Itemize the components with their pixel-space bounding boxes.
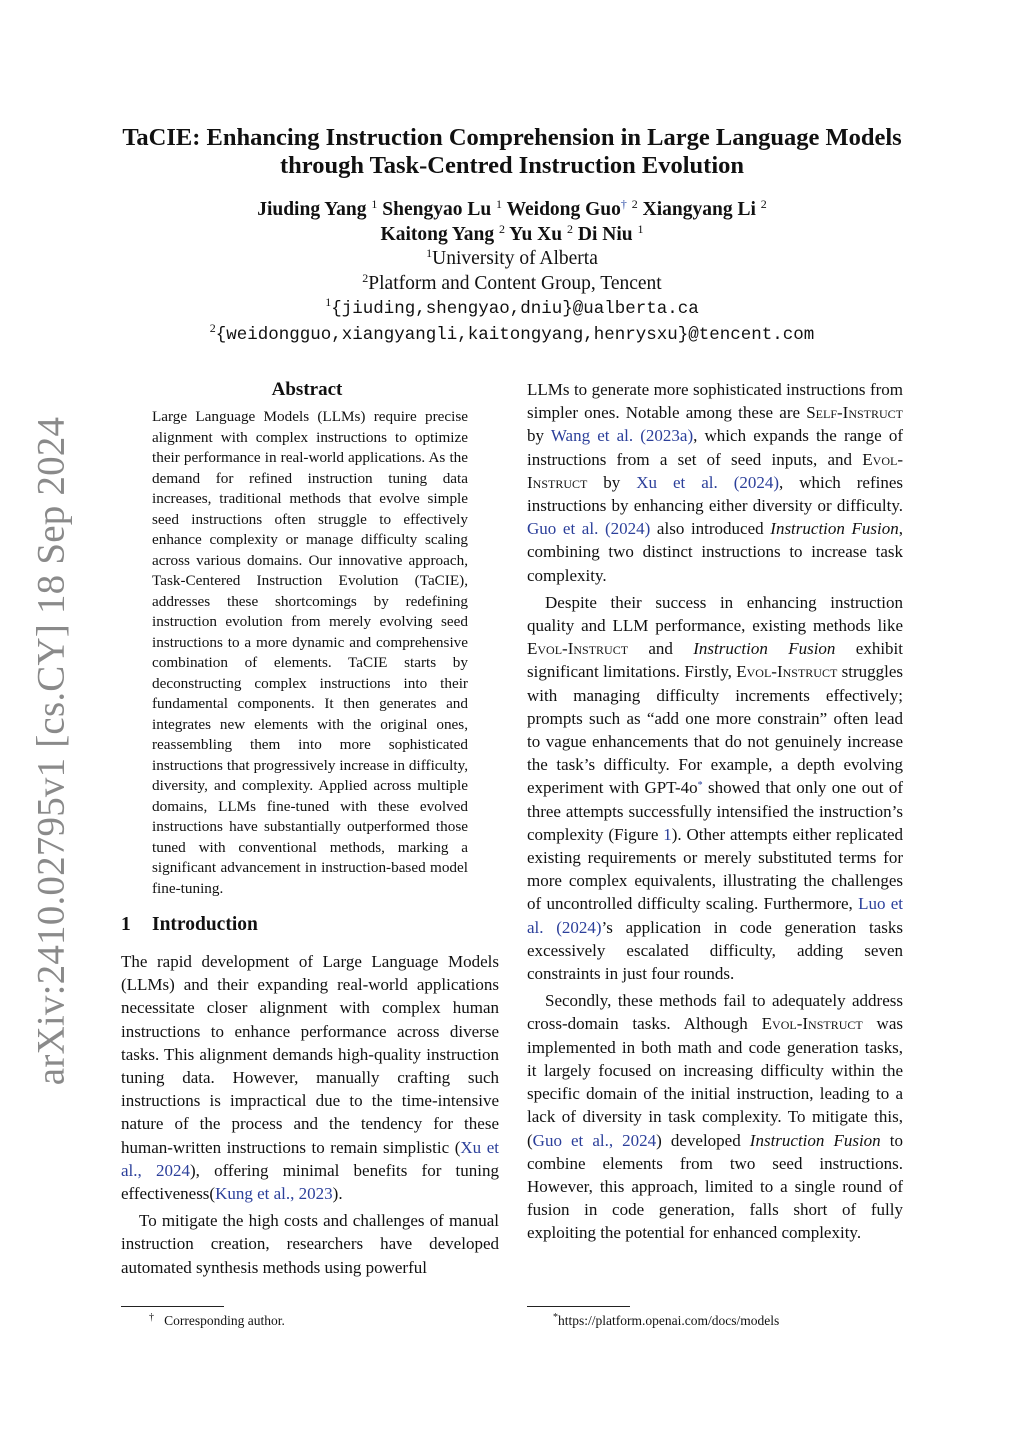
affiliation-1: $^1$University of Alberta <box>426 246 598 269</box>
section-title: Introduction <box>152 914 258 935</box>
footnote-link[interactable]: https://platform.openai.com/docs/models <box>558 1313 780 1328</box>
method-name: Evol-Instruct <box>527 639 629 659</box>
author-name: Shengyao Lu <box>382 199 492 220</box>
email-address: {weidongguo,xiangyangli,kaitongyang,henrysxu}@tencent.com <box>215 324 815 345</box>
author-name: Yu Xu <box>509 223 563 245</box>
arxiv-sidebar-stamp <box>26 416 76 1086</box>
citation-link[interactable]: Guo et al. (2024) <box>527 519 651 539</box>
footnote-url: *https://platform.openai.com/docs/models <box>553 1312 780 1328</box>
right-paragraph-2: Despite their success in enhancing instruction quality and LLM performance, existing methods like Evol-Instruct and Instruction Fusion exhibit significant limitations. Firstly, Evol-Instruct struggles with managing difficulty increments effectively; prompts such as “add one more constrain” often lead to vague enhancements that do not genuinely increase the task’s difficulty. For example, a depth evolving experiment with GPT-4o* showed that only one out of three attempts successfully intensified the instruction’s complexity (Figure 1). Other attempts either replicated existing requirements or merely substituted terms for more complex equivalents, illustrating the challenges of uncontrolled difficulty scaling. Furthermore, Luo et al. (2024)’s application in code generation tasks excessively escalated difficulty, adding seven constraints in just four rounds. <box>527 592 904 984</box>
footnote-right <box>527 1306 779 1330</box>
title-line-2: through Task-Centred Instruction Evolution <box>279 152 745 179</box>
method-name: Instruction Fusion <box>749 1130 881 1150</box>
citation-link[interactable]: Guo et al., 2024 <box>532 1130 657 1150</box>
author-affiliation-mark: 1 <box>371 197 378 211</box>
method-name: Instruction Fusion <box>770 519 899 539</box>
email-address: {jiuding,shengyao,dniu}@ualberta.ca <box>331 299 699 319</box>
method-name: Evol-Instruct <box>736 662 838 682</box>
author-line-1 <box>110 198 914 223</box>
method-name: Evol-Instruct <box>527 449 903 492</box>
arxiv-identifier: arXiv:2410.02795v1 [cs.CY] 18 Sep 2024 <box>29 416 73 1086</box>
citation-link[interactable]: Wang et al. (2023a) <box>550 426 694 446</box>
affiliation-2: $^2$Platform and Content Group, Tencent <box>362 270 662 294</box>
author-name: Jiuding Yang <box>257 199 367 220</box>
citation-link[interactable]: Xu et al. (2024) <box>636 472 780 492</box>
right-paragraph-1: LLMs to generate more sophisticated instructions from simpler ones. Notable among these are Self-Instruct by Wang et al. (2023a), which expands the range of instructions from a set of seed inputs, and Evol-Instruct by Xu et al. (2024), which refines instructions by enhancing either diversity or difficulty. Guo et al. (2024) also introduced Instruction Fusion, combining two distinct instructions to increase task complexity. <box>527 380 904 585</box>
figure-reference-link[interactable]: 1 <box>663 824 672 844</box>
title-line-1: TaCIE: Enhancing Instruction Comprehension in Large Language Models <box>122 124 902 151</box>
author-name: Di Niu <box>577 223 633 245</box>
footnote-corresponding-author: † Corresponding author. <box>149 1312 285 1328</box>
method-name: Self-Instruct <box>806 403 903 423</box>
abstract-text: Large Language Models (LLMs) require precise alignment with complex instructions to optimize their performance in real-world applications. As the demand for refined instruction tuning data increases, traditional methods that evolve simple seed instructions often struggle to effectively enhance complexity or manage difficulty scaling across various domains. Our innovative approach, Task-Centered Instruction Evolution (TaCIE), addresses these shortcomings by redefining instruction evolution from merely evolving seed instructions to a more dynamic and comprehensive combination of elements. TaCIE starts by deconstructing complex instructions into their fundamental components. It then generates and integrates new elements with the original ones, reassembling them into more sophisticated instructions that progressively increase in difficulty, diversity, and complexity. Applied across multiple domains, LLMs fine-tuned with these evolved instructions have substantially outperformed those tuned with conventional methods, marking a significant advancement in instruction-based model fine-tuning. <box>152 408 468 897</box>
right-column <box>527 378 903 1245</box>
author-name: Xiangyang Li <box>642 199 756 220</box>
citation-link[interactable]: Kung et al., 2023 <box>215 1184 333 1204</box>
author-line-2 <box>110 223 914 248</box>
author-affiliation-mark: 2 <box>499 221 505 236</box>
author-name: Kaitong Yang <box>380 223 495 245</box>
author-affiliation-mark: 2 <box>631 197 638 211</box>
email-line-1: $^1${jiuding,shengyao,dniu}@ualberta.ca <box>325 295 699 319</box>
author-affiliation-mark: 2 <box>760 197 767 211</box>
abstract-heading: Abstract <box>271 379 343 400</box>
footnote-divider <box>527 1306 630 1307</box>
email-line-2: $^2${weidongguo,xiangyangli,kaitongyang,henrysxu}@tencent.com <box>209 320 815 345</box>
right-paragraph-3: Secondly, these methods fail to adequately address cross-domain tasks. Although Evol-Instruct was implemented in both math and code generation tasks, it largely focused on increasing difficulty within the specific domain of the initial instruction, leading to a lack of diversity in task complexity. To mitigate this, (Guo et al., 2024) developed Instruction Fusion to combine elements from two seed instructions. However, this approach, limited to a single round of fusion in code generation, falls short of fully exploiting the potential for enhanced complexity. <box>527 991 903 1243</box>
footnote-divider <box>121 1306 224 1307</box>
intro-paragraph-1: The rapid development of Large Language Models (LLMs) and their expanding real-world applications necessitate closer alignment with complex human instructions to enhance performance across diverse tasks. This alignment demands high-quality instruction tuning data. However, manually crafting such instructions is impractical due to the time-intensive nature of the process and the tendency for these human-written instructions to remain simplistic (Xu et al., 2024), offering minimal benefits for tuning effectiveness(Kung et al., 2023). <box>121 952 499 1204</box>
section-number: 1 <box>121 914 131 935</box>
footnote-left <box>121 1306 285 1330</box>
footnote-mark-link[interactable]: * <box>697 780 703 792</box>
citation-link[interactable]: Luo et al. (2024) <box>527 894 903 937</box>
citation-link[interactable]: Xu et al., 2024 <box>121 1137 499 1180</box>
left-column <box>121 378 499 1279</box>
author-affiliation-mark: 1 <box>637 221 644 236</box>
author-affiliation-mark: 1 <box>496 197 503 211</box>
paper-title <box>110 124 914 180</box>
section-heading-introduction <box>121 913 499 937</box>
author-block <box>110 198 914 347</box>
method-name: Evol-Instruct <box>761 1014 863 1034</box>
method-name: Instruction Fusion <box>693 639 836 659</box>
author-affiliation-mark: 2 <box>566 221 573 236</box>
author-name: Weidong Guo <box>506 199 621 220</box>
corresponding-author-mark[interactable]: † <box>620 197 627 211</box>
intro-paragraph-2: To mitigate the high costs and challenges of manual instruction creation, researchers have developed automated synthesis methods using powerful <box>121 1211 499 1277</box>
